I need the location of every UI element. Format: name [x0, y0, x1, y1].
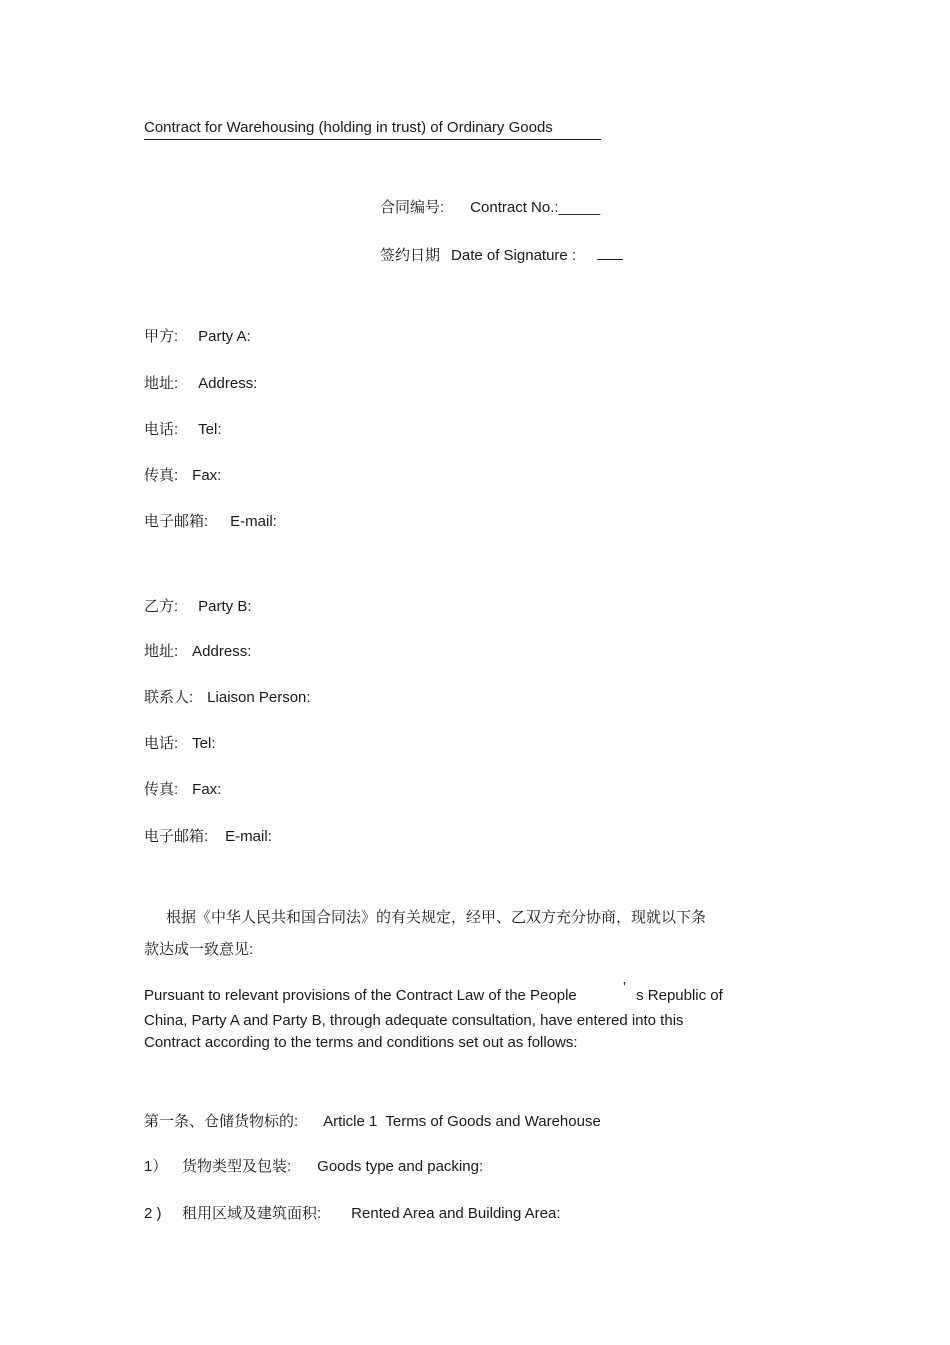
party-b-email-label-cn: 电子邮箱:: [144, 828, 209, 845]
article-1-item-number: 1）: [144, 1158, 168, 1175]
party-a-tel-label-cn: 电话:: [144, 421, 179, 438]
preamble-en-line-1-part-b: s Republic of: [636, 987, 723, 1004]
party-b-liaison-label-en: Liaison Person:: [207, 689, 311, 706]
preamble-apostrophe: ’: [622, 979, 627, 996]
preamble-en-line-3: Contract according to the terms and conditions set out as follows:: [144, 1034, 578, 1051]
party-a-email-line: [144, 513, 277, 532]
contract-number-line: [380, 199, 600, 218]
signature-date-line: [380, 245, 623, 266]
party-a-label-en: Party A:: [198, 328, 251, 345]
party-b-address-line: [144, 643, 251, 662]
party-a-tel-line: [144, 421, 222, 440]
article-1-heading: [144, 1113, 601, 1132]
party-b-liaison-line: [144, 689, 311, 708]
article-1-item-label-cn: 租用区域及建筑面积:: [182, 1205, 322, 1222]
party-b-address-label-en: Address:: [192, 643, 252, 660]
party-b-tel-label-en: Tel:: [192, 735, 216, 752]
party-a-email-label-en: E-mail:: [230, 513, 277, 530]
preamble-en-line-2: China, Party A and Party B, through adequate consultation, have entered into this: [144, 1012, 684, 1029]
party-b-fax-line: [144, 781, 221, 800]
preamble-cn-line-1: 根据《中华人民共和国合同法》的有关规定，经甲、乙双方充分协商，现就以下条: [166, 909, 707, 926]
party-a-fax-label-cn: 传真:: [144, 467, 179, 484]
party-b-email-line: [144, 828, 272, 847]
party-a-address-label-en: Address:: [198, 375, 258, 392]
party-a-address-line: [144, 375, 257, 394]
party-a-address-label-cn: 地址:: [144, 375, 179, 392]
article-1-item-label-cn: 货物类型及包装:: [182, 1158, 292, 1175]
article-1-item-label-en: Rented Area and Building Area:: [351, 1205, 561, 1222]
signature-date-label-cn: 签约日期: [380, 247, 441, 264]
party-b-email-label-en: E-mail:: [225, 828, 272, 845]
signature-date-label-en: Date of Signature :: [451, 247, 577, 264]
contract-number-label-en: Contract No.:_____: [470, 199, 601, 216]
contract-number-label-cn: 合同编号:: [380, 199, 445, 216]
document-title: Contract for Warehousing (holding in trust) of Ordinary Goods: [144, 119, 601, 140]
article-1-heading-en: Article 1 Terms of Goods and Warehouse: [323, 1113, 601, 1130]
party-b-address-label-cn: 地址:: [144, 643, 179, 660]
party-b-label-cn: 乙方:: [144, 598, 179, 615]
preamble-en-line-1: [144, 979, 723, 1006]
party-b-label-en: Party B:: [198, 598, 252, 615]
article-1-item: [144, 1158, 483, 1177]
party-a-fax-label-en: Fax:: [192, 467, 222, 484]
article-1-item: [144, 1205, 561, 1224]
party-b-liaison-label-cn: 联系人:: [144, 689, 194, 706]
party-b-fax-label-cn: 传真:: [144, 781, 179, 798]
party-a-line: [144, 328, 251, 347]
article-1-item-number: 2 ): [144, 1205, 162, 1222]
signature-date-blank: [597, 245, 623, 260]
party-b-tel-label-cn: 电话:: [144, 735, 179, 752]
article-1-item-label-en: Goods type and packing:: [317, 1158, 484, 1175]
article-1-heading-cn: 第一条、仓储货物标的:: [144, 1113, 299, 1130]
party-a-fax-line: [144, 467, 221, 486]
party-b-line: [144, 598, 252, 617]
party-a-label-cn: 甲方:: [144, 328, 179, 345]
party-b-fax-label-en: Fax:: [192, 781, 222, 798]
preamble-en-line-1-part-a: Pursuant to relevant provisions of the Contract Law of the People: [144, 987, 577, 1004]
party-a-tel-label-en: Tel:: [198, 421, 222, 438]
party-a-email-label-cn: 电子邮箱:: [144, 513, 209, 530]
preamble-cn-line-2: 款达成一致意见:: [144, 941, 254, 958]
party-b-tel-line: [144, 735, 216, 754]
